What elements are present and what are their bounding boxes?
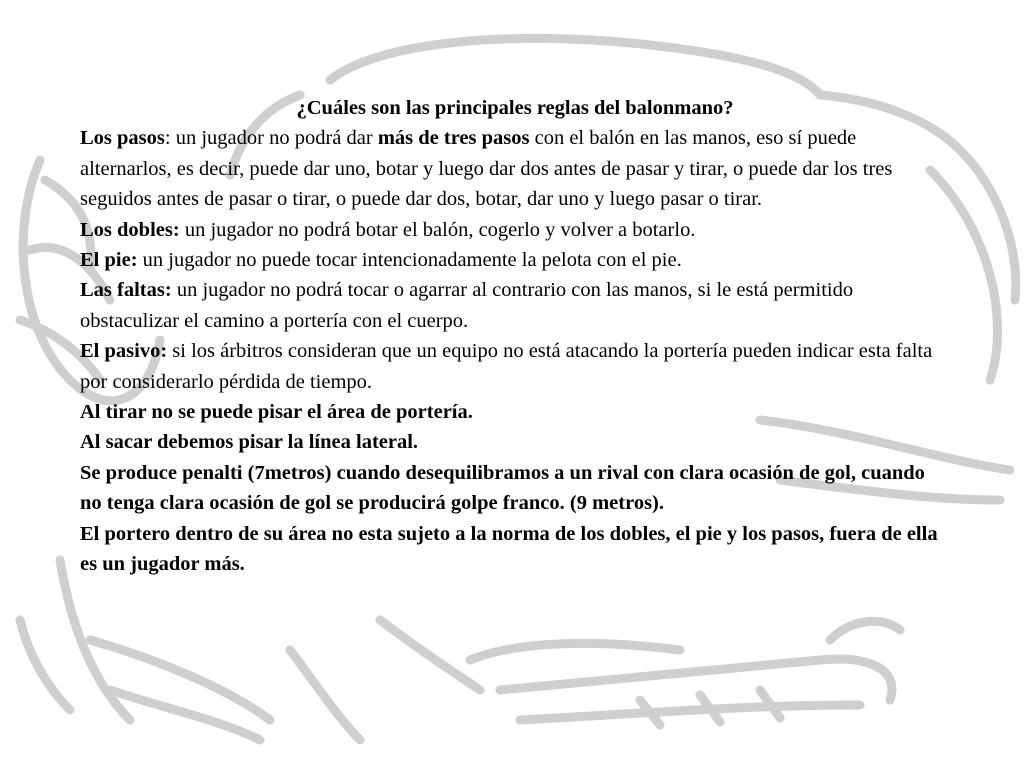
rule-pie-label: El pie: [80,249,138,272]
rule-faltas-text: un jugador no podrá tocar o agarrar al contrario con las manos, si le está permitido obstaculizar el camino a portería con el cuerpo. [80,279,854,332]
rule-pasos-label: Los pasos [80,127,165,150]
rule-dobles-text: un jugador no podrá botar el balón, cogerlo y volver a botarlo. [179,218,696,241]
rule-pasos-text-1: : un jugador no podrá dar [164,127,378,150]
rule-faltas-label: Las faltas: [80,279,172,302]
rule-pasivo [80,336,950,397]
rule-penalti: Se produce penalti (7metros) cuando desequilibramos a un rival con clara ocasión de gol, cuando no tenga clara ocasión de gol se producirá golpe franco. (9 metros). [80,461,925,515]
rule-pie-text: un jugador no puede tocar intencionadamente la pelota con el pie. [137,249,682,272]
rule-pie [80,245,950,275]
rule-pasos-text-2: con el balón en las manos, eso sí puede alternarlos, es decir, puede dar uno, botar y luego dar dos antes de pasar y tirar, o puede dar los tres seguidos antes de pasar o tirar, o puede dar dos, botar, dar uno y luego pasar o tirar. [80,127,893,211]
rules-text [80,93,950,580]
rule-pasos [80,123,950,214]
rule-linea-lateral: Al sacar debemos pisar la línea lateral. [80,431,419,454]
rule-pasivo-label: El pasivo: [80,340,168,363]
rule-area-porteria: Al tirar no se puede pisar el área de portería. [80,401,473,424]
page-title: ¿Cuáles son las principales reglas del balonmano? [296,97,734,119]
rule-faltas [80,275,950,336]
rule-dobles-label: Los dobles: [80,218,180,241]
rule-portero: El portero dentro de su área no esta sujeto a la norma de los dobles, el pie y los pasos, fuera de ella es un jugador más. [80,522,938,576]
rule-pasivo-text: si los árbitros consideran que un equipo no está atacando la portería pueden indicar esta falta por considerarlo pérdida de tiempo. [80,340,933,393]
rule-pasos-highlight: más de tres pasos [377,127,530,150]
rule-dobles [80,215,950,245]
